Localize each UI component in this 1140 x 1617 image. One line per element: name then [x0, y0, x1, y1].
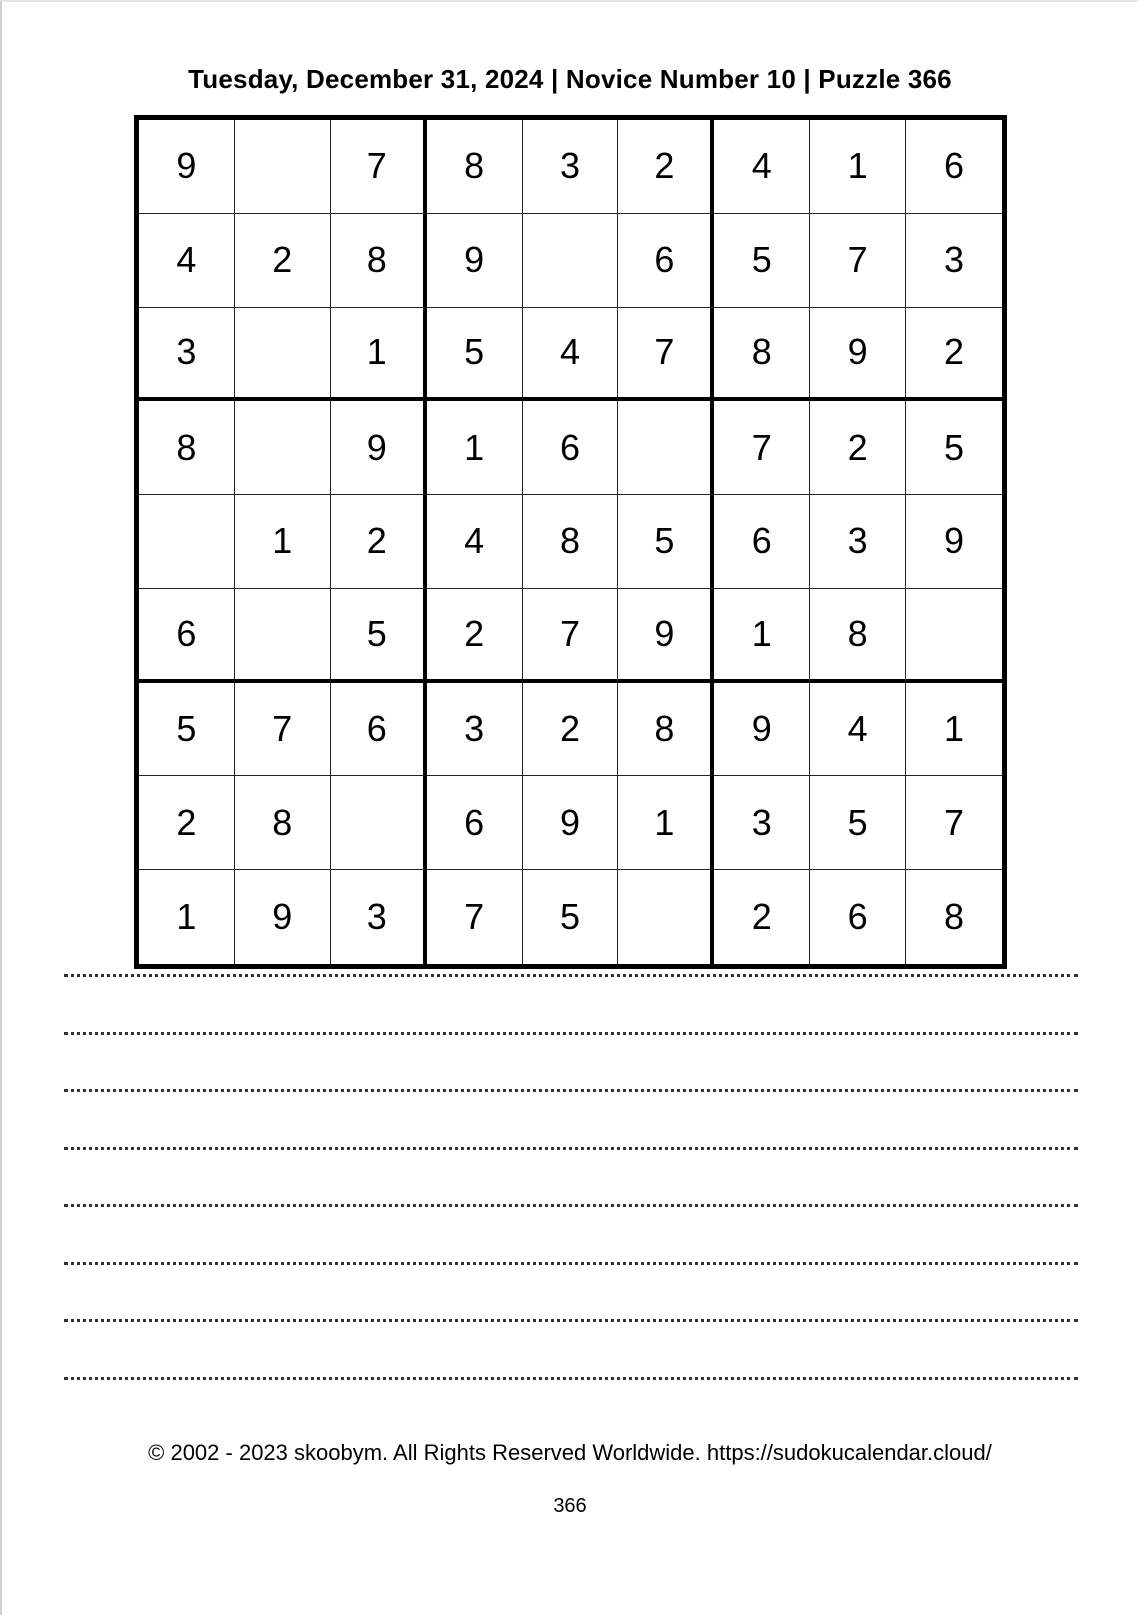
sudoku-cell-given: 1	[331, 308, 427, 402]
sudoku-cell-given: 7	[331, 120, 427, 214]
sudoku-cell-empty[interactable]	[235, 589, 331, 683]
sudoku-cell-given: 3	[427, 683, 523, 777]
sudoku-cell-given: 4	[427, 495, 523, 589]
sudoku-cell-given: 6	[523, 401, 619, 495]
sudoku-cell-empty[interactable]	[618, 401, 714, 495]
sudoku-cell-empty[interactable]	[331, 776, 427, 870]
sudoku-cell-given: 6	[810, 870, 906, 964]
note-line	[64, 1319, 1078, 1322]
note-line	[64, 1204, 1078, 1207]
sudoku-cell-given: 8	[427, 120, 523, 214]
sudoku-cell-given: 3	[810, 495, 906, 589]
sudoku-cell-given: 7	[906, 776, 1002, 870]
sudoku-cell-given: 3	[906, 214, 1002, 308]
note-line	[64, 1377, 1078, 1380]
sudoku-cell-given: 7	[618, 308, 714, 402]
sudoku-cell-empty[interactable]	[139, 495, 235, 589]
sudoku-cell-empty[interactable]	[618, 870, 714, 964]
sudoku-cell-given: 4	[523, 308, 619, 402]
sudoku-cell-given: 1	[810, 120, 906, 214]
sudoku-cell-given: 9	[427, 214, 523, 308]
sudoku-cell-given: 5	[331, 589, 427, 683]
note-line	[64, 974, 1078, 977]
sudoku-cell-given: 6	[331, 683, 427, 777]
sudoku-cell-empty[interactable]	[235, 120, 331, 214]
sudoku-cell-given: 6	[139, 589, 235, 683]
sudoku-cell-given: 2	[427, 589, 523, 683]
sudoku-cell-given: 7	[427, 870, 523, 964]
sudoku-cell-given: 3	[523, 120, 619, 214]
sudoku-cell-given: 5	[714, 214, 810, 308]
sudoku-cell-given: 1	[906, 683, 1002, 777]
sudoku-cell-given: 1	[139, 870, 235, 964]
sudoku-cell-given: 1	[427, 401, 523, 495]
sudoku-cell-given: 9	[523, 776, 619, 870]
sudoku-cell-empty[interactable]	[235, 308, 331, 402]
sudoku-cell-given: 8	[523, 495, 619, 589]
sudoku-cell-given: 8	[618, 683, 714, 777]
sudoku-cell-given: 3	[714, 776, 810, 870]
notes-area	[64, 974, 1078, 1434]
sudoku-cell-empty[interactable]	[906, 589, 1002, 683]
sudoku-cell-given: 2	[331, 495, 427, 589]
sudoku-cell-given: 9	[618, 589, 714, 683]
page-title: Tuesday, December 31, 2024 | Novice Number 10 | Puzzle 366	[188, 64, 952, 94]
sudoku-cell-given: 8	[714, 308, 810, 402]
sudoku-cell-given: 3	[139, 308, 235, 402]
sudoku-cell-given: 9	[714, 683, 810, 777]
sudoku-cell-empty[interactable]	[523, 214, 619, 308]
sudoku-cell-given: 1	[235, 495, 331, 589]
copyright-footer: © 2002 - 2023 skoobym. All Rights Reserved Worldwide. https://sudokucalendar.cloud/	[148, 1440, 992, 1465]
sudoku-cell-given: 1	[618, 776, 714, 870]
sudoku-cell-given: 7	[523, 589, 619, 683]
sudoku-cell-given: 9	[139, 120, 235, 214]
sudoku-cell-given: 5	[139, 683, 235, 777]
sudoku-cell-given: 9	[235, 870, 331, 964]
sudoku-cell-given: 6	[906, 120, 1002, 214]
sudoku-cell-given: 6	[618, 214, 714, 308]
sudoku-cell-given: 4	[139, 214, 235, 308]
sudoku-cell-given: 2	[810, 401, 906, 495]
sudoku-cell-given: 5	[427, 308, 523, 402]
sudoku-cell-given: 8	[944, 896, 965, 938]
note-line	[64, 1262, 1078, 1265]
sudoku-cell-given: 2	[139, 776, 235, 870]
sudoku-cell-given: 3	[331, 870, 427, 964]
sudoku-cell-given: 4	[714, 120, 810, 214]
sudoku-cell-given: 2	[906, 308, 1002, 402]
sudoku-cell-given: 5	[810, 776, 906, 870]
sudoku-cell-given: 2	[618, 120, 714, 214]
sudoku-cell-given: 5	[618, 495, 714, 589]
sudoku-cell-given: 2	[714, 870, 810, 964]
note-line	[64, 1089, 1078, 1092]
page-number: 366	[553, 1495, 587, 1517]
sudoku-cell-given: 2	[235, 214, 331, 308]
sudoku-cell-given: 8	[235, 776, 331, 870]
sudoku-cell-given: 7	[235, 683, 331, 777]
sudoku-cell-given: 6	[427, 776, 523, 870]
sudoku-cell-given: 1	[714, 589, 810, 683]
sudoku-cell-given: 5	[906, 401, 1002, 495]
sudoku-cell-given: 7	[810, 214, 906, 308]
note-line	[64, 1147, 1078, 1150]
sudoku-cell-given: 8	[810, 589, 906, 683]
sudoku-cell-given: 9	[331, 401, 427, 495]
sudoku-cell-given: 8	[139, 401, 235, 495]
sudoku-cell-empty[interactable]	[235, 401, 331, 495]
sudoku-cell-given: 6	[714, 495, 810, 589]
note-line	[64, 1032, 1078, 1035]
sudoku-grid	[134, 115, 1007, 969]
sudoku-cell-given: 4	[810, 683, 906, 777]
sudoku-cell-given: 8	[331, 214, 427, 308]
sudoku-cell-given: 9	[810, 308, 906, 402]
sudoku-cell-given: 2	[523, 683, 619, 777]
sudoku-cell-given: 9	[906, 495, 1002, 589]
sudoku-cell-given: 7	[714, 401, 810, 495]
sudoku-cell-given: 5	[523, 870, 619, 964]
